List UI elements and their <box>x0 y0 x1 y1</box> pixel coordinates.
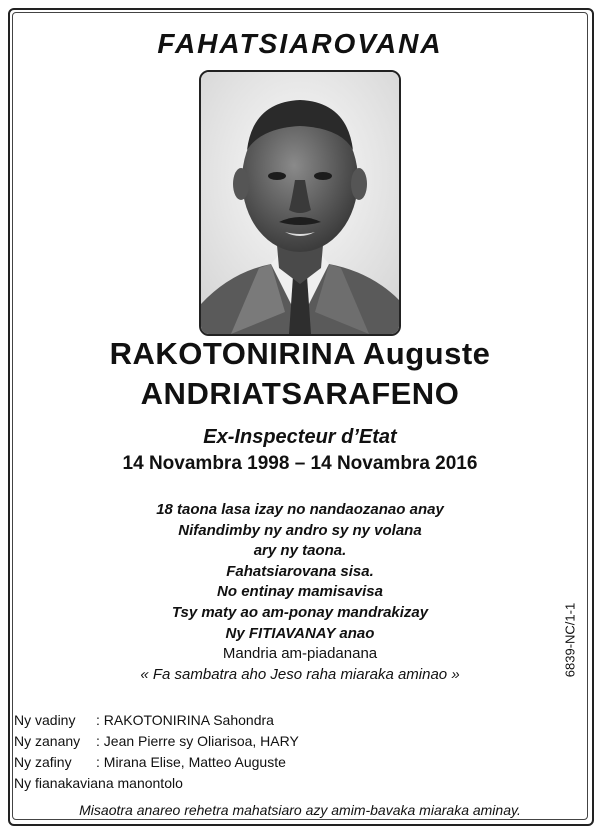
family-value: : Jean Pierre sy Oliarisoa, HARY <box>96 733 299 749</box>
family-label: Ny vadiny <box>14 712 76 728</box>
family-row <box>14 731 299 752</box>
poem-verse: « Fa sambatra aho Jeso raha miaraka aminao » <box>140 665 460 683</box>
memorial-dates: 14 Novambra 1998 – 14 Novambra 2016 <box>122 453 478 474</box>
family-label: Ny fianakaviana manontolo <box>14 775 183 791</box>
closing-thanks: Misaotra anareo rehetra mahatsiaro azy amim-bavaka miaraka aminay. <box>79 802 521 818</box>
poem-line: Nifandimby ny andro sy ny volana <box>178 521 422 539</box>
memorial-heading: FAHATSIAROVANA <box>157 28 443 59</box>
poem-line: 18 taona lasa izay no nandaozanao anay <box>156 501 444 518</box>
poem-line: Mandria am-piadanana <box>222 645 378 663</box>
family-row <box>14 710 299 731</box>
family-value: : RAKOTONIRINA Sahondra <box>96 712 274 728</box>
portrait-photo <box>199 70 401 336</box>
poem-line: No entinay mamisavisa <box>217 583 383 601</box>
reference-code: 6839-NC/1-1 <box>562 602 578 678</box>
deceased-surname: ANDRIATSARAFENO <box>140 376 460 411</box>
memorial-poem <box>100 500 500 685</box>
poem-line: Tsy maty ao am-ponay mandrakizay <box>171 603 429 621</box>
poem-line: Fahatsiarovana sisa. <box>226 562 374 580</box>
poem-line: Ny FITIAVANAY anao <box>225 624 375 642</box>
family-label: Ny zanany <box>14 733 81 749</box>
family-list <box>14 710 299 794</box>
job-title: Ex-Inspecteur d’Etat <box>203 426 397 448</box>
family-value: : Mirana Elise, Matteo Auguste <box>96 754 286 770</box>
family-label: Ny zafiny <box>14 754 72 770</box>
poem-line: ary ny taona. <box>253 542 347 560</box>
deceased-name: RAKOTONIRINA Auguste <box>109 336 491 371</box>
family-row <box>14 773 299 794</box>
family-row <box>14 752 299 773</box>
